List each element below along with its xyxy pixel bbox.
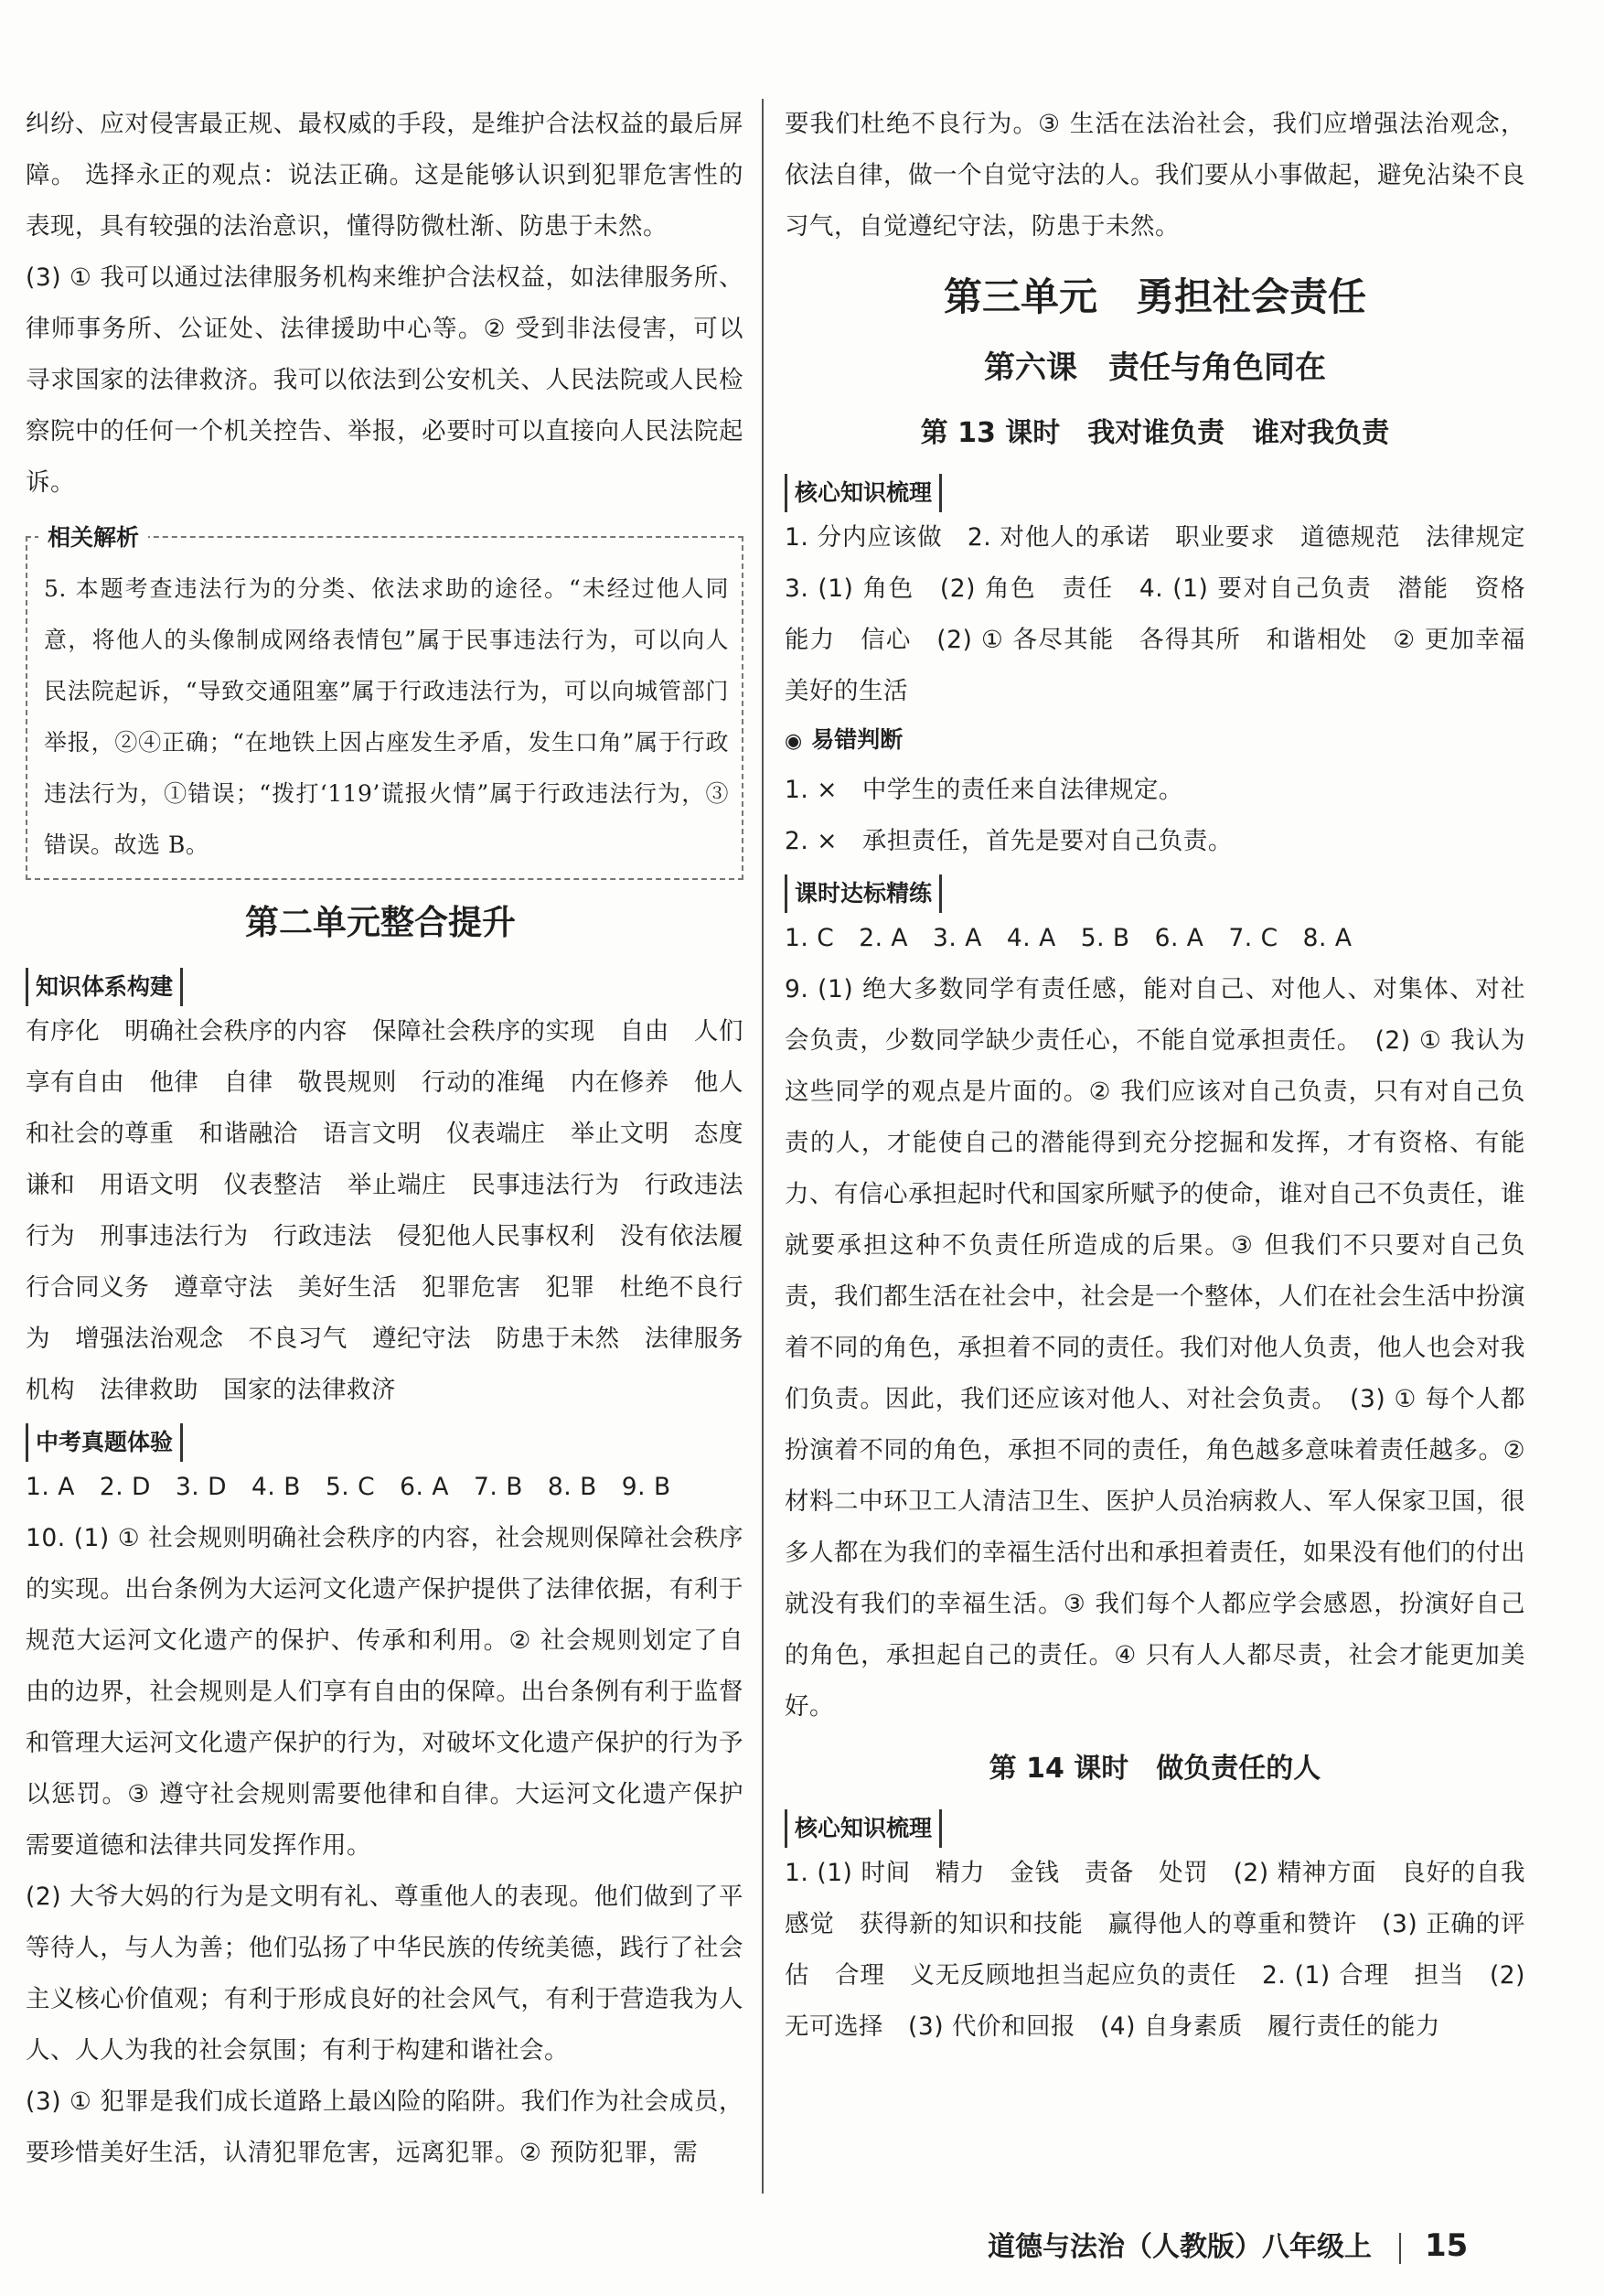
q10-part2: (2) 大爷大妈的行为是文明有礼、尊重他人的表现。他们做到了平等待人，与人为善；他们弘扬了中华民族的传统美德，践行了社会主义核心价值观；有利于形成良好的社会风气，有利于营造我为人人、人人为我的社会氛围；有利于构建和谐社会。 xyxy=(26,1883,743,2065)
right-paragraph-top: 要我们杜绝不良行为。③ 生活在法治社会，我们应增强法治观念，依法自律，做一个自觉守法的人。我们要从小事做起，避免沾染不良习气，自觉遵纪守法，防患于未然。 xyxy=(785,110,1525,241)
left-paragraph-2: (3) ① 我可以通过法律服务机构来维护合法权益，如法律服务所、律师事务所、公证处、法律援助中心等。② 受到非法侵害，可以寻求国家的法律救济。我可以依法到公安机关、人民法院或人民检察院中的任何一个机关控告、举报，必要时可以直接向人民法院起诉。 xyxy=(26,263,743,497)
exam-answers: 1. A 2. D 3. D 4. B 5. C 6. A 7. B 8. B 9. B xyxy=(26,1473,671,1501)
unit3-title: 第三单元 勇担社会责任 xyxy=(943,274,1366,319)
error-item-2: 2. × 承担责任，首先是要对自己负责。 xyxy=(785,827,1233,855)
core13-text: 1. 分内应该做 2. 对他人的承诺 职业要求 道德规范 法律规定 3. (1) 角色 (2) 角色 责任 4. (1) 要对自己负责 潜能 资格 能力 信心 (2) ① 各尽其能 各得其所 和谐相处 ② 更加幸福美好的生活 xyxy=(785,523,1550,705)
core14-text: 1. (1) 时间 精力 金钱 责备 处罚 (2) 精神方面 良好的自我感觉 获得新的知识和技能 赢得他人的尊重和赞许 (3) 正确的评估 合理 义无反顾地担当起应负的责任 2. (1) 合理 担当 (2) 无可选择 (3) 代价和回报 (4) 自身素质 履行责任的能力 xyxy=(785,1859,1534,2041)
page-number: 15 xyxy=(1425,2227,1469,2264)
right-column xyxy=(785,99,1550,2053)
core-knowledge-heading: 核心知识梳理 xyxy=(785,474,942,512)
knowledge-system-heading: 知识体系构建 xyxy=(26,968,183,1006)
practice-answers: 1. C 2. A 3. A 4. A 5. B 6. A 7. C 8. A xyxy=(785,924,1353,952)
book-title: 道德与法治（人教版）八年级上 xyxy=(988,2231,1372,2263)
lesson6-title: 第六课 责任与角色同在 xyxy=(984,349,1326,386)
knowledge-system-text: 有序化 明确社会秩序的内容 保障社会秩序的实现 自由 人们享有自由 他律 自律 敬畏规则 行动的准绳 内在修养 他人和社会的尊重 和谐融洽 语言文明 仪表端庄 举止文明 态度谦和 用语文明 仪表整洁 举止端庄 民事违法行为 行政违法行为 刑事违法行为 行政违法 侵犯他人民事权利 没有依法履行合同义务 遵章守法 美好生活 犯罪危害 犯罪 杜绝不良行为 增强法治观念 不良习气 遵纪守法 防患于未然 法律服务机构 法律救助 国家的法律救济 xyxy=(26,1017,743,1404)
analysis-box-title: 相关解析 xyxy=(38,520,148,553)
column-divider xyxy=(762,99,764,2194)
page-footer xyxy=(988,2223,1555,2269)
analysis-box xyxy=(26,524,743,880)
unit2-summary-title: 第二单元整合提升 xyxy=(245,903,516,942)
error-judgment-label: 易错判断 xyxy=(811,726,904,753)
exam-heading: 中考真题体验 xyxy=(26,1423,183,1462)
core-knowledge-heading-2: 核心知识梳理 xyxy=(785,1809,942,1848)
period13-title: 第 13 课时 我对谁负责 谁对我负责 xyxy=(920,417,1390,449)
error-judgment-heading xyxy=(785,717,1525,765)
target-icon: ◉ xyxy=(785,730,803,753)
q9-text: 9. (1) 绝大多数同学有责任感，能对自己、对他人、对集体、对社会负责，少数同学缺少责任心，不能自觉承担责任。 (2) ① 我认为这些同学的观点是片面的。② 我们应该对自己负责，只有对自己负责的人，才能使自己的潜能得到充分挖掘和发挥，才有资格、有能力、有信心承担起时代和国家所赋予的使命，谁对自己不负责任，谁就要承担这种不负责任所造成的后果。③ 但我们不只要对自己负责，我们都生活在社会中，社会是一个整体，人们在社会生活中扮演着不同的角色，承担着不同的责任。我们对他人负责，他人也会对我们负责。因此，我们还应该对他人、对社会负责。 (3) ① 每个人都扮演着不同的角色，承担不同的责任，角色越多意味着责任越多。② 材料二中环卫工人清洁卫生、医护人员治病救人、军人保家卫国，很多人都在为我们的幸福生活付出和承担着责任，如果没有他们的付出就没有我们的幸福生活。③ 我们每个人都应学会感恩，扮演好自己的角色，承担起自己的责任。④ 只有人人都尽责，社会才能更加美好。 xyxy=(785,975,1534,1721)
left-column xyxy=(26,99,743,2179)
left-paragraph-1: 纠纷、应对侵害最正规、最权威的手段，是维护合法权益的最后屏障。 选择永正的观点：说法正确。这是能够认识到犯罪危害性的表现，具有较强的法治意识，懂得防微杜渐、防患于未然。 xyxy=(26,110,743,241)
footer-divider xyxy=(1399,2233,1401,2264)
analysis-text: 5. 本题考查违法行为的分类、依法求助的途径。“未经过他人同意，将他人的头像制成网络表情包”属于民事违法行为，可以向人民法院起诉，“导致交通阻塞”属于行政违法行为，可以向城管部门举报，②④正确；“在地铁上因占座发生矛盾，发生口角”属于行政违法行为，①错误；“拨打‘119’谎报火情”属于行政违法行为，③错误。故选 B。 xyxy=(44,575,729,858)
practice-heading: 课时达标精练 xyxy=(785,874,942,913)
q10-part1: 10. (1) ① 社会规则明确社会秩序的内容，社会规则保障社会秩序的实现。出台条例为大运河文化遗产保护提供了法律依据，有利于规范大运河文化遗产的保护、传承和利用。② 社会规则划定了自由的边界，社会规则是人们享有自由的保障。出台条例有利于监督和管理大运河文化遗产保护的行为，对破坏文化遗产保护的行为予以惩罚。③ 遵守社会规则需要他律和自律。大运河文化遗产保护需要道德和法律共同发挥作用。 xyxy=(26,1524,743,1860)
period14-title: 第 14 课时 做负责任的人 xyxy=(989,1753,1321,1785)
error-item-1: 1. × 中学生的责任来自法律规定。 xyxy=(785,776,1183,804)
q10-part3: (3) ① 犯罪是我们成长道路上最凶险的陷阱。我们作为社会成员，要珍惜美好生活，认清犯罪危害，远离犯罪。② 预防犯罪，需 xyxy=(26,2087,743,2167)
